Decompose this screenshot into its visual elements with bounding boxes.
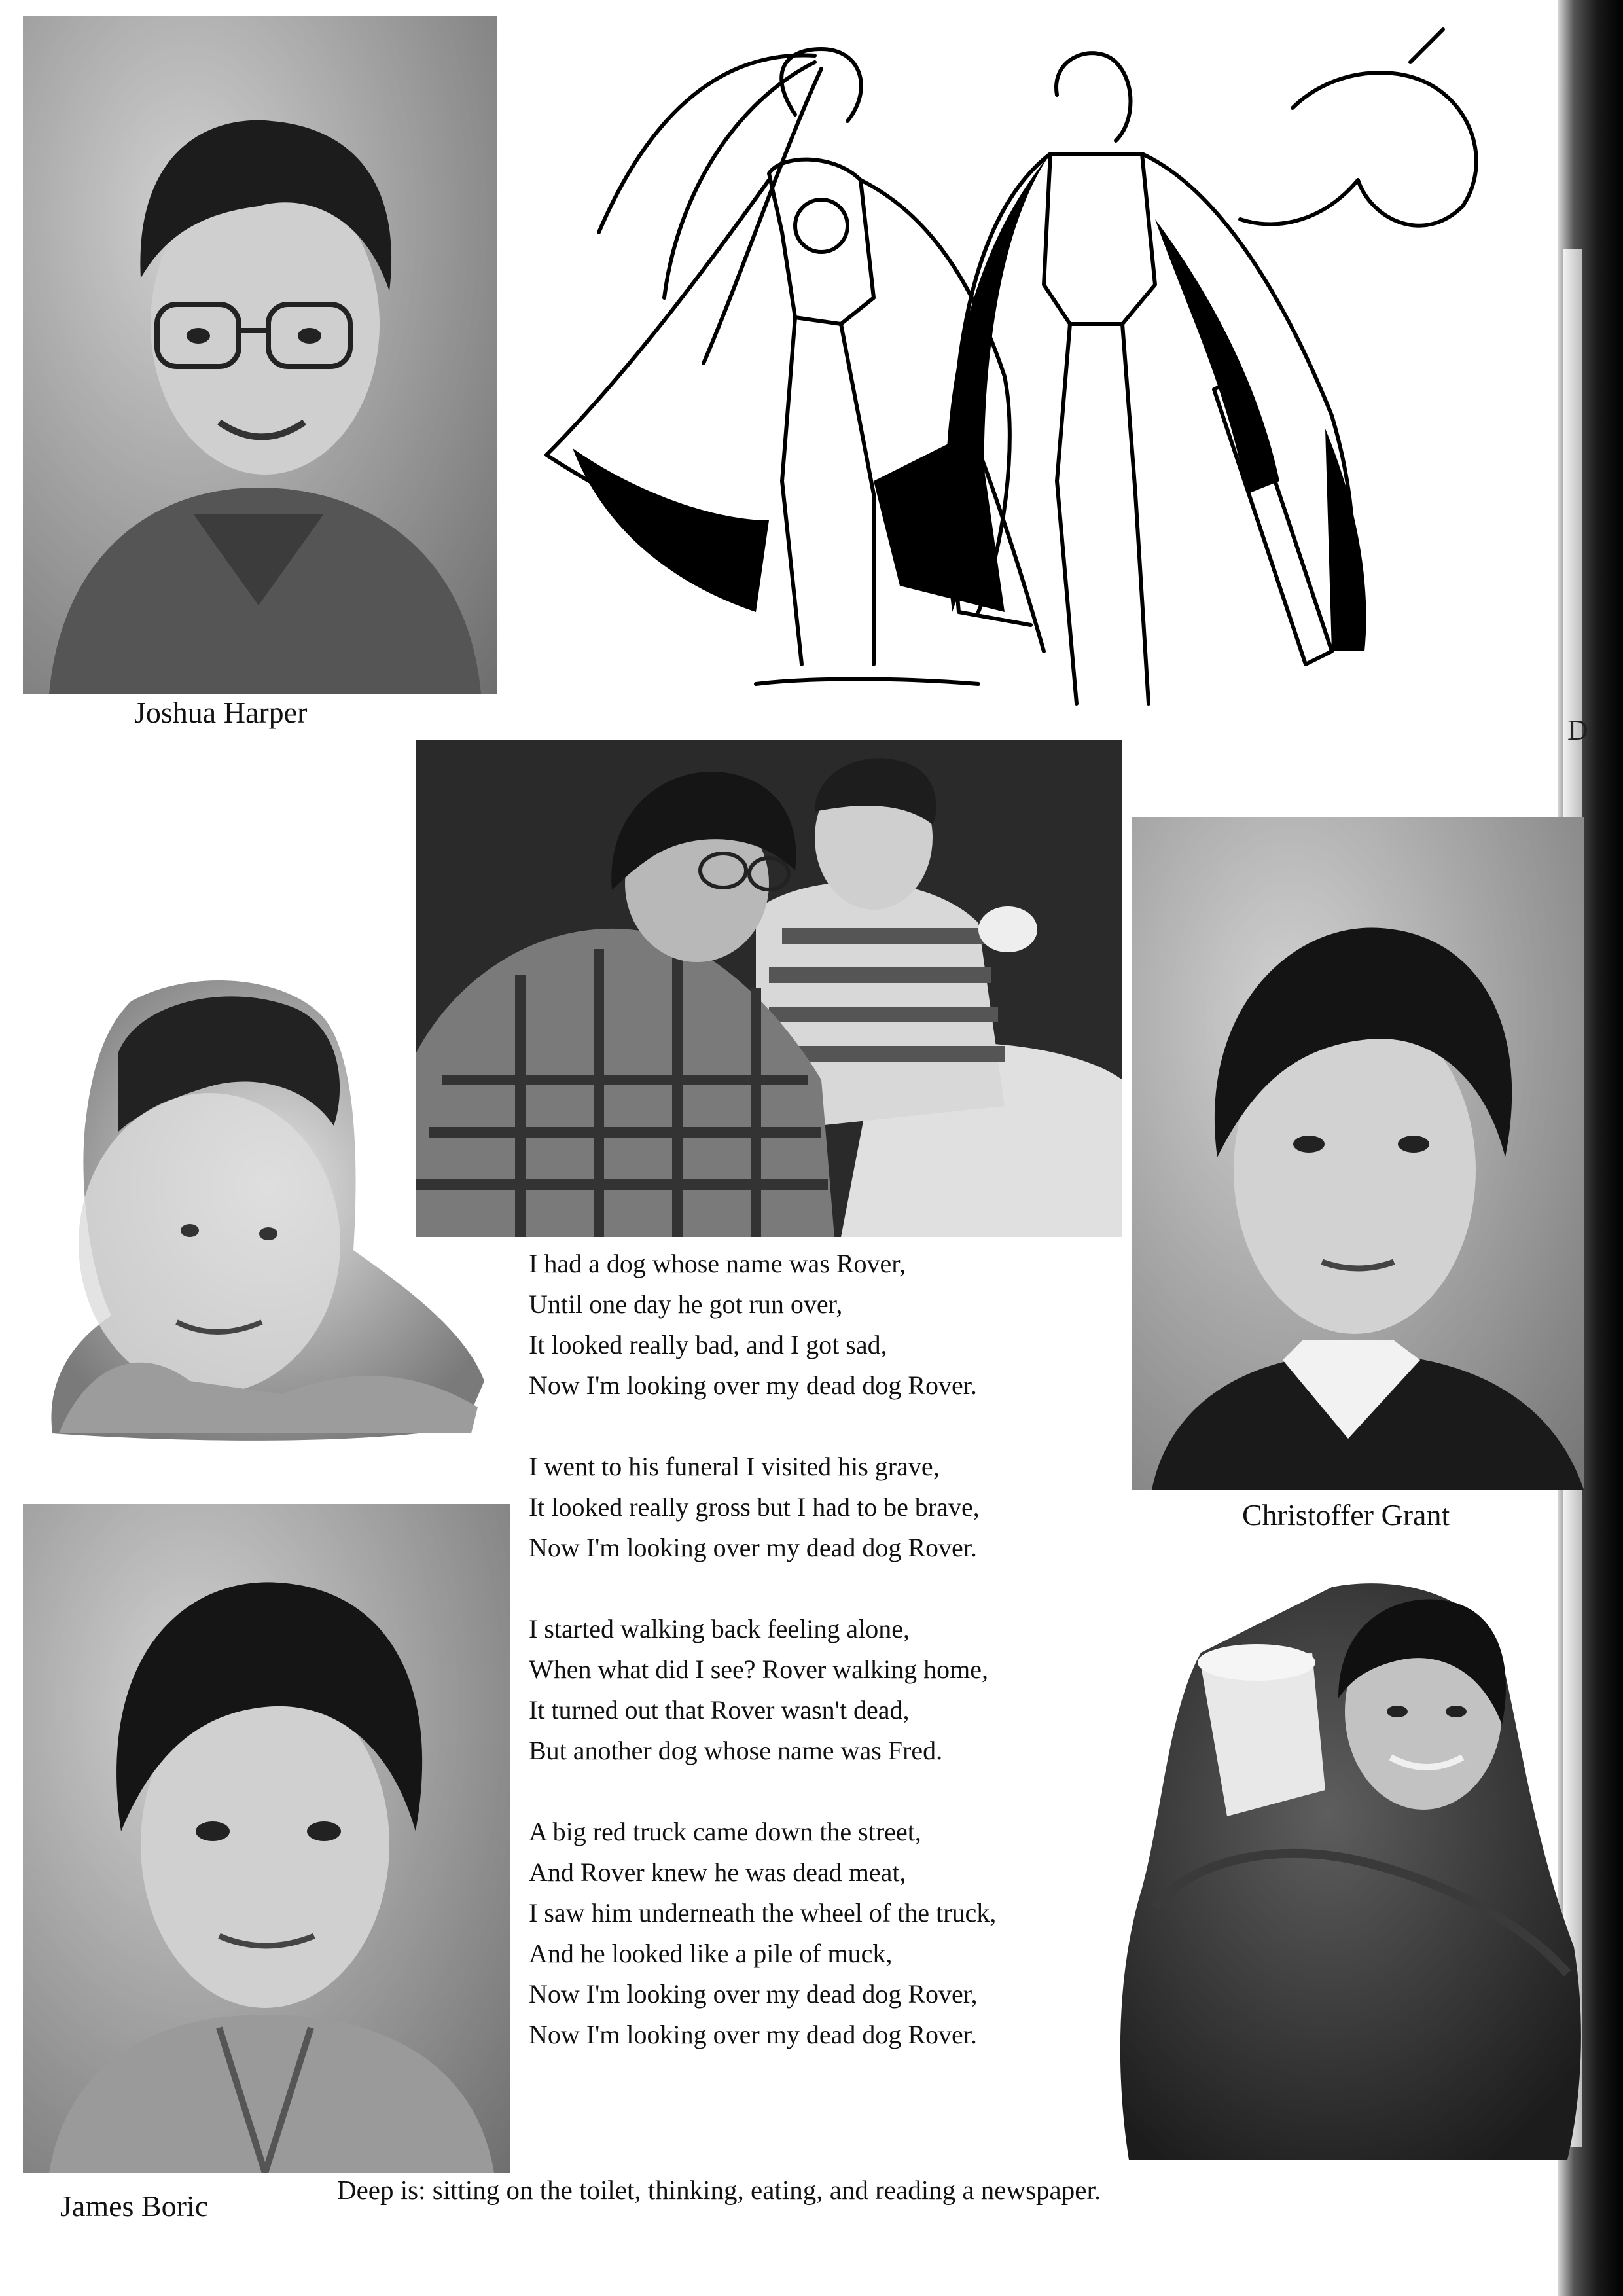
- poem-stanza: [529, 1812, 1150, 2055]
- portrait-caption: Joshua Harper: [134, 696, 308, 729]
- portrait-photo-right: [1132, 817, 1584, 1490]
- poem-line: Now I'm looking over my dead dog Rover,: [529, 1979, 978, 2009]
- poem-line: I started walking back feeling alone,: [529, 1614, 910, 1643]
- cutout-candid-photo-right: [1116, 1581, 1587, 2160]
- poem-line: It turned out that Rover wasn't dead,: [529, 1695, 910, 1725]
- poem-line: Now I'm looking over my dead dog Rover.: [529, 1371, 977, 1400]
- poem-stanza: [529, 1244, 1150, 1406]
- poem-line: And he looked like a pile of muck,: [529, 1939, 893, 1968]
- poem-line: But another dog whose name was Fred.: [529, 1736, 943, 1765]
- poem-line: Now I'm looking over my dead dog Rover.: [529, 2020, 977, 2049]
- poem-line: I had a dog whose name was Rover,: [529, 1249, 906, 1278]
- poem-line: A big red truck came down the street,: [529, 1817, 921, 1846]
- candid-group-photo: [416, 740, 1122, 1237]
- poem-line: And Rover knew he was dead meat,: [529, 1857, 906, 1887]
- poem-stanza: [529, 1609, 1150, 1771]
- poem-line: It looked really bad, and I got sad,: [529, 1330, 887, 1359]
- poem-line: Until one day he got run over,: [529, 1289, 843, 1319]
- poem-stanza: [529, 1446, 1150, 1568]
- poem-line: When what did I see? Rover walking home,: [529, 1655, 989, 1684]
- poem-line: I went to his funeral I visited his grave,: [529, 1452, 940, 1481]
- portrait-caption: Christoffer Grant: [1242, 1498, 1450, 1532]
- adjacent-page-letter: D: [1567, 714, 1588, 746]
- fantasy-characters-illustration: [507, 23, 1548, 736]
- footer-quote: Deep is: sitting on the toilet, thinking, eating, and reading a newspaper.: [337, 2175, 1101, 2205]
- cutout-candid-photo-left: [46, 975, 491, 1453]
- portrait-photo-bottom-left: [23, 1504, 510, 2173]
- poem-line: It looked really gross but I had to be brave,: [529, 1492, 980, 1522]
- portrait-caption: James Boric: [60, 2189, 209, 2223]
- poem-text: [529, 1244, 1150, 2055]
- portrait-photo-top-left: [23, 16, 497, 694]
- poem-line: Now I'm looking over my dead dog Rover.: [529, 1533, 977, 1562]
- poem-line: I saw him underneath the wheel of the truck,: [529, 1898, 997, 1928]
